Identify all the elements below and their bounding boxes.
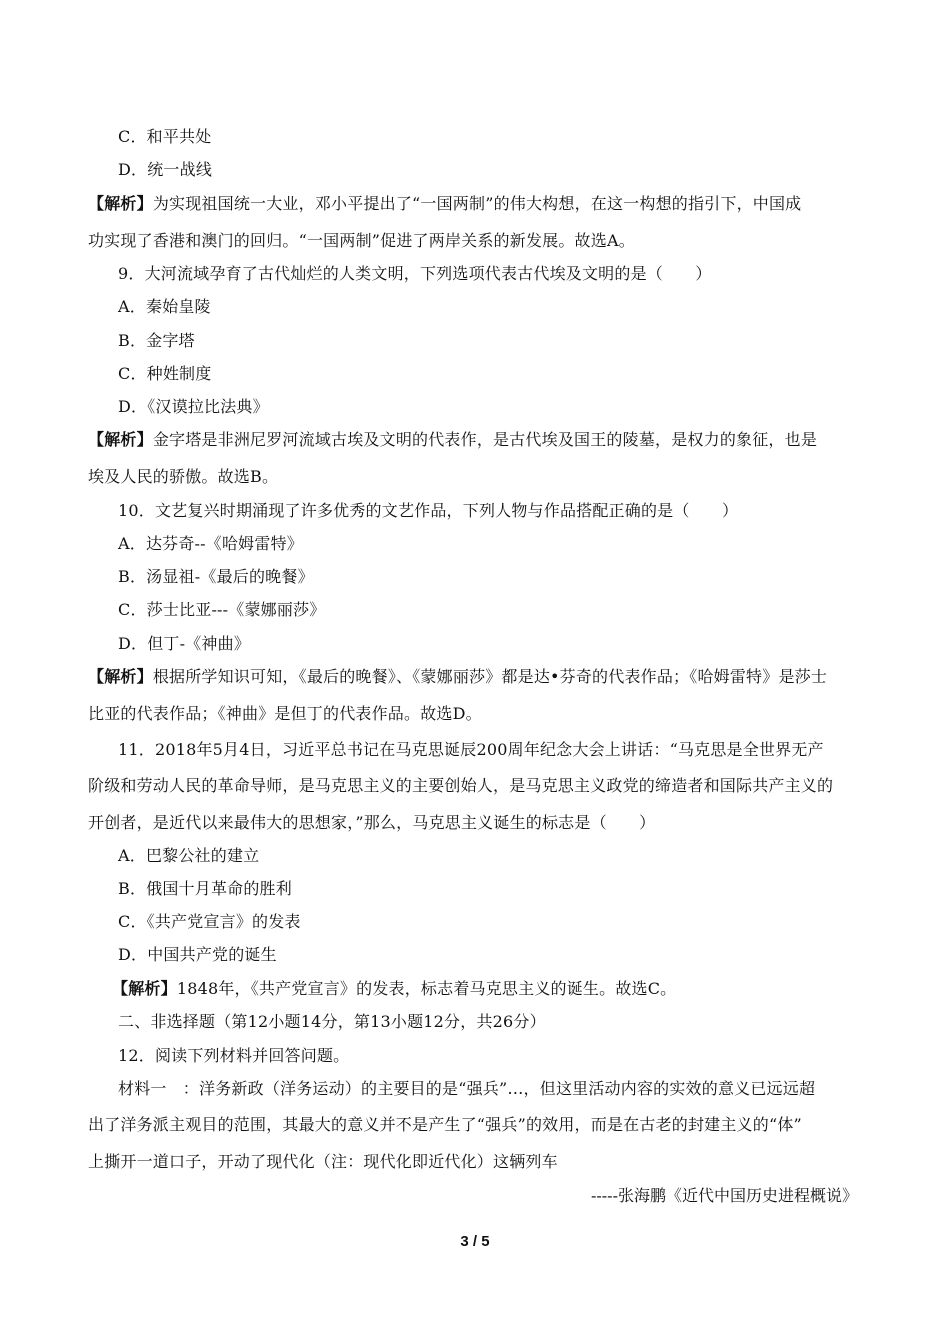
q12-material-line-2: 出了洋务派主观目的范围，其最大的意义并不是产生了“强兵”的效用，而是在古老的封建主义的“体” <box>88 1115 802 1134</box>
analysis-tag: 【解析】 <box>88 667 153 686</box>
q11-analysis-text: 1848年，《共产党宣言》的发表，标志着马克思主义的诞生。故选C。 <box>176 979 677 998</box>
q11-option-d: D．中国共产党的诞生 <box>118 945 277 964</box>
q9-analysis-text: 金字塔是非洲尼罗河流域古埃及文明的代表作，是古代埃及国王的陵墓，是权力的象征，也是 <box>152 430 818 449</box>
q11-stem-line-2: 阶级和劳动人民的革命导师，是马克思主义的主要创始人，是马克思主义政党的缔造者和国际共产主义的 <box>88 776 834 795</box>
q10-option-a: A．达芬奇--《哈姆雷特》 <box>118 534 303 553</box>
q10-analysis-line-1 <box>88 667 863 687</box>
q9-stem: 9．大河流域孕育了古代灿烂的人类文明，下列选项代表古代埃及文明的是（ ） <box>118 264 712 283</box>
q11-analysis <box>112 979 676 999</box>
q12-material-source: -----张海鹏《近代中国历史进程概说》 <box>590 1186 858 1205</box>
q9-option-c: C．种姓制度 <box>118 364 212 383</box>
analysis-tag: 【解析】 <box>88 430 153 449</box>
q10-analysis-line-2: 比亚的代表作品；《神曲》是但丁的代表作品。故选D。 <box>88 704 482 723</box>
q9-option-b: B．金字塔 <box>118 331 195 350</box>
q12-material-line-1: 材料一 ：洋务新政（洋务运动）的主要目的是“强兵”…，但这里活动内容的实效的意义已远远超 <box>118 1079 816 1098</box>
section-2-heading: 二、非选择题（第12小题14分，第13小题12分，共26分） <box>118 1012 546 1031</box>
q8-option-d: D．统一战线 <box>118 160 213 179</box>
q9-analysis-line-1 <box>88 430 863 450</box>
analysis-tag: 【解析】 <box>112 979 177 998</box>
q8-analysis-line-1 <box>88 194 863 214</box>
q8-option-c: C．和平共处 <box>118 127 212 146</box>
q12-stem: 12．阅读下列材料并回答问题。 <box>118 1046 350 1065</box>
q11-option-b: B．俄国十月革命的胜利 <box>118 879 292 898</box>
q11-stem-line-3: 开创者，是近代以来最伟大的思想家，”那么，马克思主义诞生的标志是（ ） <box>88 813 656 832</box>
page-number: 3 / 5 <box>460 1233 490 1250</box>
q9-option-a: A．秦始皇陵 <box>118 297 211 316</box>
q10-option-c: C．莎士比亚---《蒙娜丽莎》 <box>118 600 326 619</box>
q10-option-b: B．汤显祖-《最后的晚餐》 <box>118 567 314 586</box>
q10-option-d: D．但丁-《神曲》 <box>118 634 251 653</box>
q10-analysis-text: 根据所学知识可知，《最后的晚餐》、《蒙娜丽莎》都是达•芬奇的代表作品；《哈姆雷特》是莎士 <box>152 667 828 686</box>
q11-option-c: C．《共产党宣言》的发表 <box>118 912 301 931</box>
q10-stem: 10．文艺复兴时期涌现了许多优秀的文艺作品，下列人物与作品搭配正确的是（ ） <box>118 501 739 520</box>
q8-analysis-text: 为实现祖国统一大业，邓小平提出了“一国两制”的伟大构想，在这一构想的指引下，中国成 <box>152 194 802 213</box>
q9-analysis-line-2: 埃及人民的骄傲。故选B。 <box>88 467 279 486</box>
q8-analysis-line-2: 功实现了香港和澳门的回归。“一国两制”促进了两岸关系的新发展。故选A。 <box>88 231 635 250</box>
q12-material-line-3: 上撕开一道口子，开动了现代化（注：现代化即近代化）这辆列车 <box>88 1152 558 1171</box>
q11-option-a: A．巴黎公社的建立 <box>118 846 260 865</box>
q11-stem-line-1: 11．2018年5月4日，习近平总书记在马克思诞辰200周年纪念大会上讲话：“马克思是全世界无产 <box>118 740 824 759</box>
q9-option-d: D．《汉谟拉比法典》 <box>118 397 269 416</box>
analysis-tag: 【解析】 <box>88 194 153 213</box>
